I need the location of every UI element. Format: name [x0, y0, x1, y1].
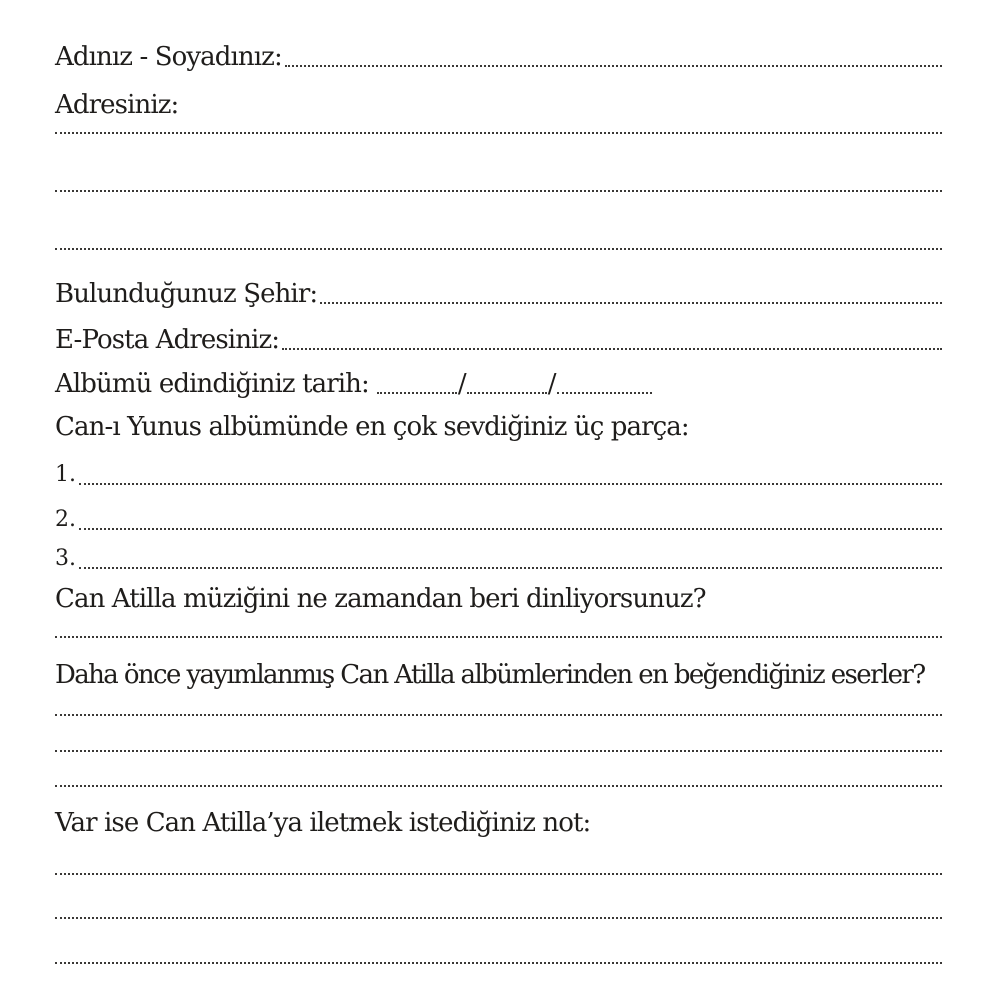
name-field[interactable]	[285, 65, 942, 67]
city-row	[55, 279, 942, 309]
date-row	[55, 369, 652, 399]
date-separator: /	[547, 369, 556, 399]
date-month-field[interactable]	[467, 392, 547, 394]
email-label: E-Posta Adresiniz:	[55, 325, 280, 355]
favorite-number: 1.	[55, 462, 76, 487]
previous-albums-line-1[interactable]	[55, 714, 942, 716]
favorite-field-1[interactable]	[79, 483, 942, 485]
email-row	[55, 325, 942, 355]
city-label: Bulunduğunuz Şehir:	[55, 279, 318, 309]
city-field[interactable]	[320, 302, 942, 304]
address-line-3[interactable]	[55, 248, 942, 250]
address-row	[55, 90, 942, 120]
email-field[interactable]	[282, 348, 942, 350]
note-line-2[interactable]	[55, 917, 942, 919]
date-label: Albümü edindiğiniz tarih:	[55, 369, 369, 399]
favorite-number: 3.	[55, 546, 76, 571]
previous-albums-line-2[interactable]	[55, 750, 942, 752]
address-line-2[interactable]	[55, 190, 942, 192]
favorite-field-2[interactable]	[79, 528, 942, 530]
note-line-3[interactable]	[55, 962, 942, 964]
note-question-row	[55, 808, 942, 838]
previous-albums-question-row	[55, 660, 942, 690]
listening-question: Can Atilla müziğini ne zamandan beri dinliyorsunuz?	[55, 584, 706, 614]
note-question: Var ise Can Atilla’ya iletmek istediğiniz not:	[55, 808, 591, 838]
favorites-question-row	[55, 412, 942, 442]
favorite-field-3[interactable]	[79, 567, 942, 569]
favorites-question: Can-ı Yunus albümünde en çok sevdiğiniz üç parça:	[55, 412, 689, 442]
note-line-1[interactable]	[55, 873, 942, 875]
address-label: Adresiniz:	[55, 90, 179, 120]
name-label: Adınız - Soyadınız:	[55, 42, 282, 72]
favorite-row-3	[55, 544, 942, 574]
favorite-number: 2.	[55, 507, 76, 532]
listening-answer-line[interactable]	[55, 636, 942, 638]
name-row	[55, 42, 942, 72]
date-year-field[interactable]	[557, 392, 652, 394]
previous-albums-line-3[interactable]	[55, 785, 942, 787]
favorite-row-1	[55, 460, 942, 490]
date-day-field[interactable]	[377, 392, 457, 394]
listening-question-row	[55, 584, 942, 614]
previous-albums-question: Daha önce yayımlanmış Can Atilla albümlerinden en beğendiğiniz eserler?	[55, 660, 925, 690]
date-separator: /	[457, 369, 466, 399]
favorite-row-2	[55, 505, 942, 535]
address-line-1[interactable]	[55, 132, 942, 134]
